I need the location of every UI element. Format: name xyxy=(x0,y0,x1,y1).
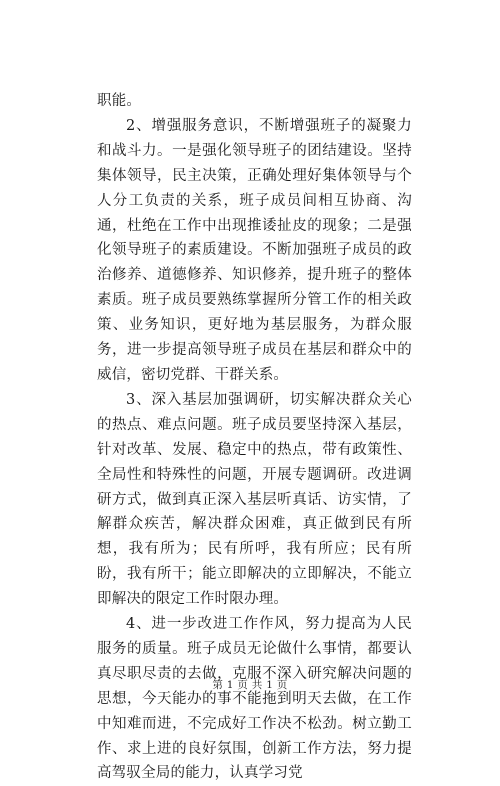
paragraph-item-3: 3、深入基层加强调研，切实解决群众关心的热点、难点问题。班子成员要坚持深入基层，针对改革、发展、稳定中的热点，带有政策性、全局性和特殊性的问题，开展专题调研。改进调研方式，做到真正深入基层听真话、访实情，了解群众疾苦，解决群众困难，真正做到民有所想，我有所为；民有所呼，我有所应；民有所盼，我有所干；能立即解决的立即解决，不能立即解决的限定工作时限办理。 xyxy=(97,391,412,608)
paragraph-continuation: 职能。 xyxy=(97,93,142,109)
paragraph-item-2: 2、增强服务意识，不断增强班子的凝聚力和战斗力。一是强化领导班子的团结建设。坚持集体领导，民主决策，正确处理好集体领导与个人分工负责的关系，班子成员间相互协商、沟通，杜绝在工作中出现推诿扯皮的现象；二是强化领导班子的素质建设。不断加强班子成员的政治修养、道德修养、知识修养，提升班子的整体素质。班子成员要熟练掌握所分管工作的相关政策、业务知识，更好地为基层服务，为群众服务，进一步提高领导班子成员在基层和群众中的威信，密切党群、干群关系。 xyxy=(97,117,412,383)
page-footer: 第 1 页 共 1 页 xyxy=(212,679,288,691)
paragraph-item-4: 4、进一步改进工作作风，努力提高为人民服务的质量。班子成员无论做什么事情，都要认真尽职尽责的去做，克服不深入研究解决问题的思想，今天能办的事不能拖到明天去做，在工作中知难而进，不完成好工作决不松劲。树立勤工作、求上进的良好氛围，创新工作方法，努力提高驾驭全局的能力，认真学习党 xyxy=(97,616,412,782)
